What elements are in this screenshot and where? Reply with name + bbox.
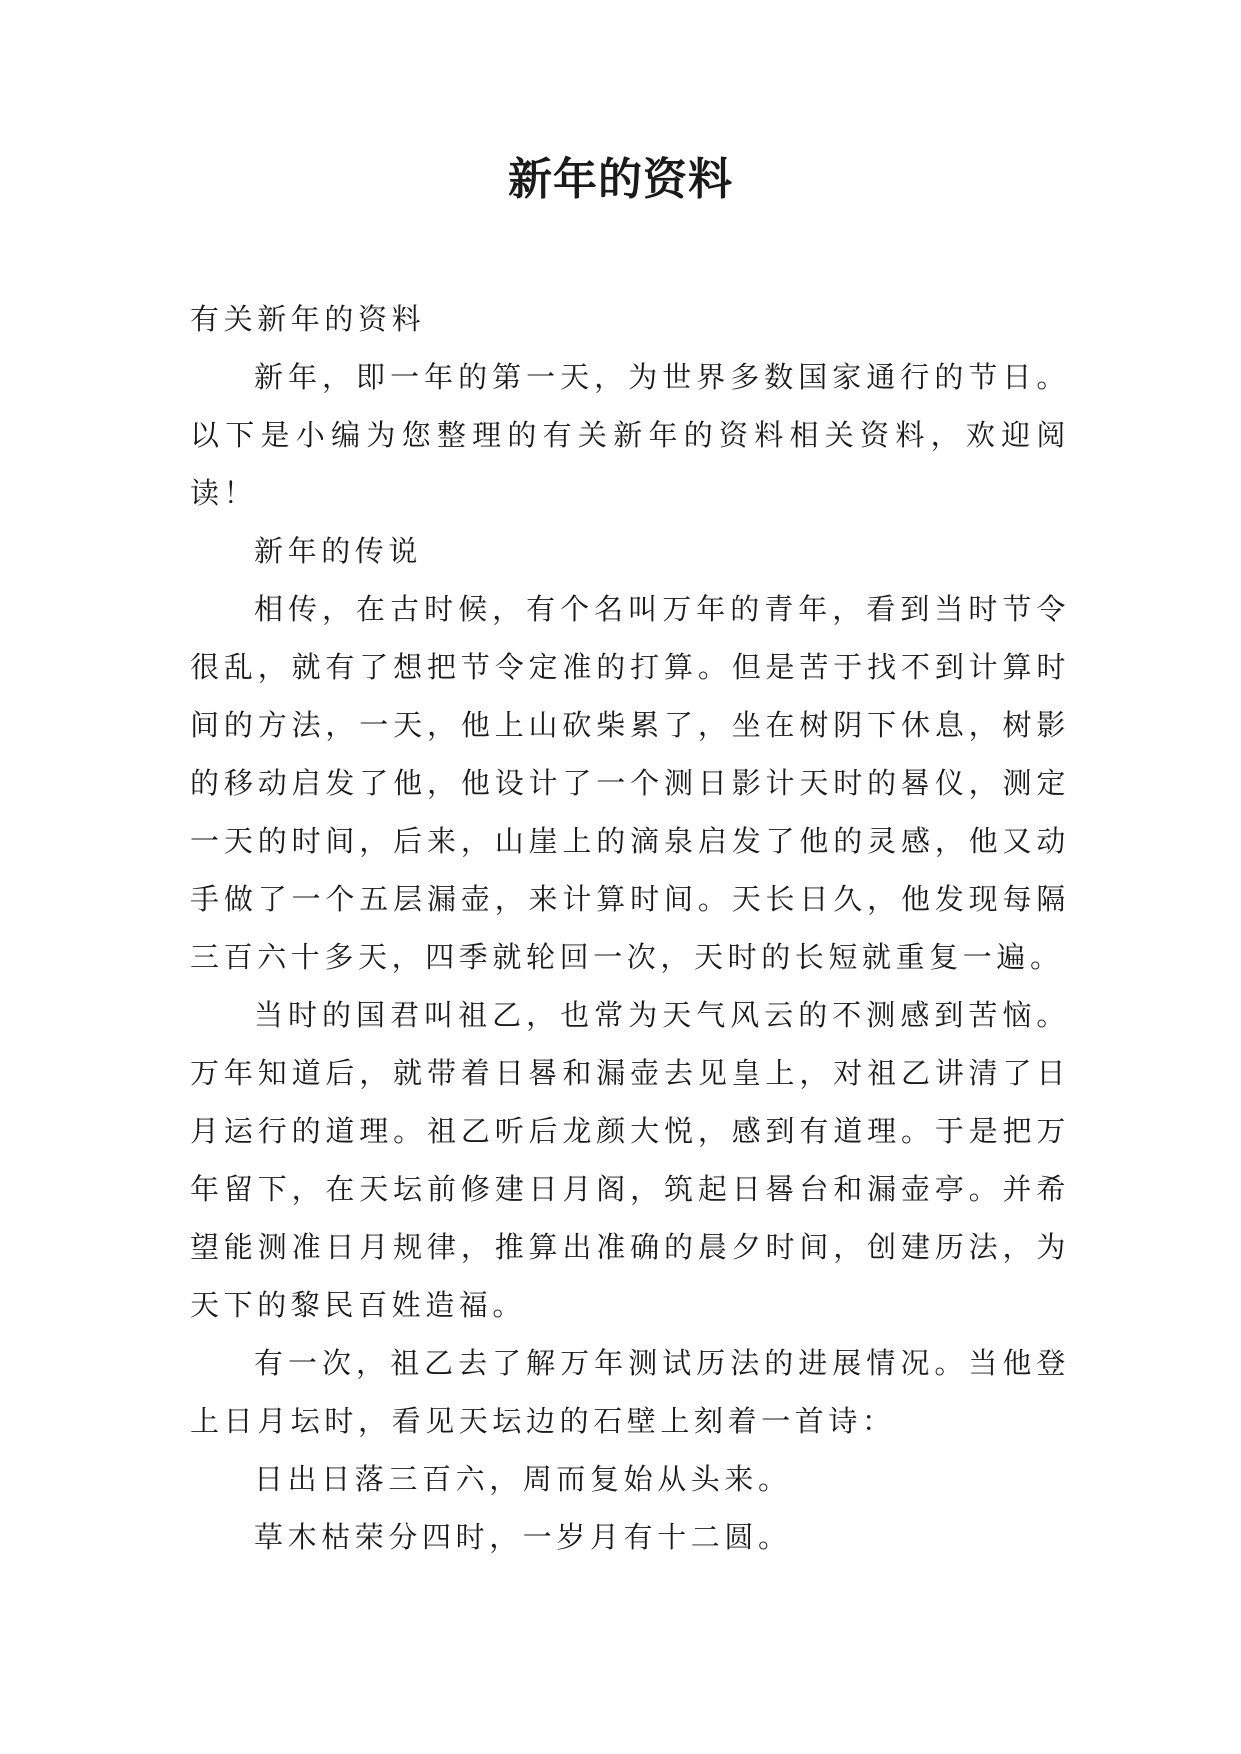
paragraph-legend-1: 相传，在古时候，有个名叫万年的青年，看到当时节令很乱，就有了想把节令定准的打算。但是苦于找不到计算时间的方法，一天，他上山砍柴累了，坐在树阴下休息，树影的移动启发了他，他设计了一个测日影计天时的晷仪，测定一天的时间，后来，山崖上的滴泉启发了他的灵感，他又动手做了一个五层漏壶，来计算时间。天长日久，他发现每隔三百六十多天，四季就轮回一次，天时的长短就重复一遍。 xyxy=(190,592,1070,974)
section-heading-legend: 新年的传说 xyxy=(254,534,423,568)
paragraph-intro: 新年，即一年的第一天，为世界多数国家通行的节日。以下是小编为您整理的有关新年的资料相关资料，欢迎阅读！ xyxy=(190,360,1070,510)
poem-line-2: 草木枯荣分四时，一岁月有十二圆。 xyxy=(254,1520,792,1554)
paragraph-subtitle: 有关新年的资料 xyxy=(190,302,426,336)
paragraph-legend-3: 有一次，祖乙去了解万年测试历法的进展情况。当他登上日月坛时，看见天坛边的石壁上刻着一首诗： xyxy=(190,1346,1070,1438)
poem-line-1: 日出日落三百六，周而复始从头来。 xyxy=(254,1462,792,1496)
paragraph-legend-2: 当时的国君叫祖乙，也常为天气风云的不测感到苦恼。万年知道后，就带着日晷和漏壶去见皇上，对祖乙讲清了日月运行的道理。祖乙听后龙颜大悦，感到有道理。于是把万年留下，在天坛前修建日月阁，筑起日晷台和漏壶亭。并希望能测准日月规律，推算出准确的晨夕时间，创建历法，为天下的黎民百姓造福。 xyxy=(190,998,1070,1322)
document-title: 新年的资料 xyxy=(508,154,733,205)
document-body xyxy=(190,290,1070,1566)
